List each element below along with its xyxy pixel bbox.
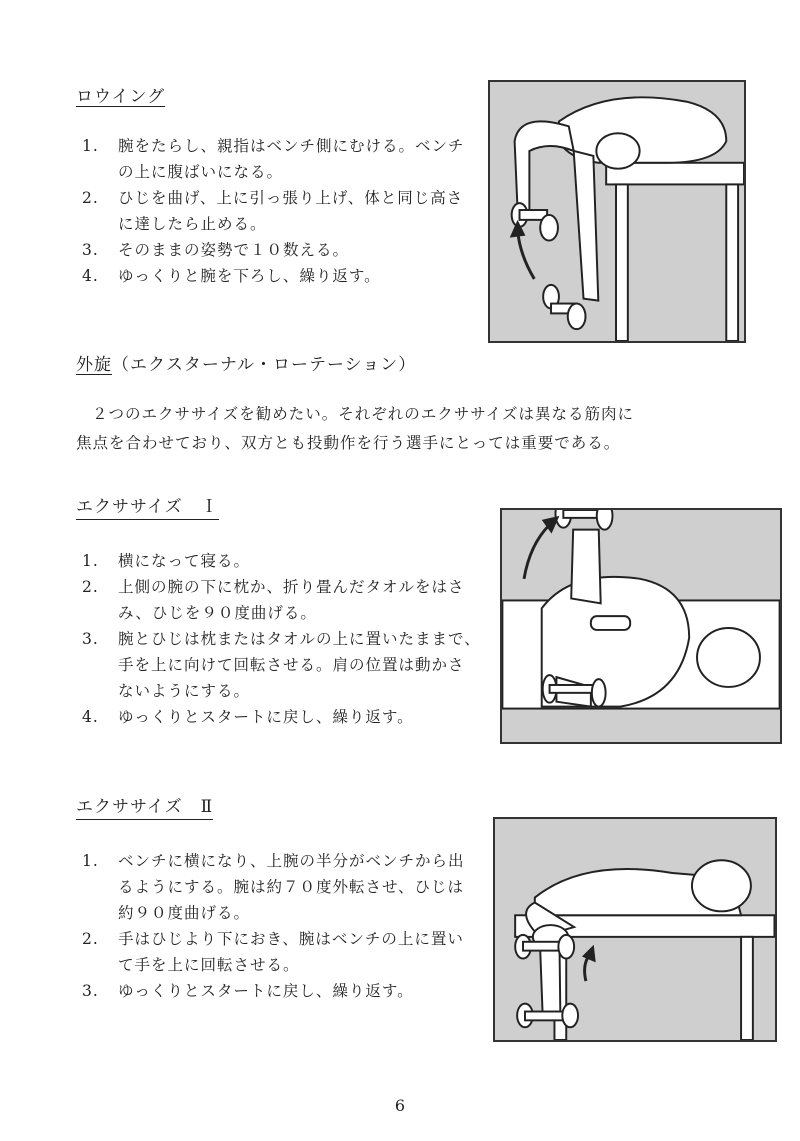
- exercise1-title: エクササイズ Ｉ: [76, 492, 219, 517]
- rowing-figure-drawing: [490, 82, 744, 341]
- external-rotation-paragraph: ２つのエクササイズを勧めたい。それぞれのエクササイズは異なる筋肉に 焦点を合わせており、双方とも投動作を行う選手にとっては重要である。: [76, 405, 635, 452]
- exercise2-title: エクササイズ Ⅱ: [76, 792, 213, 817]
- list-item: 1. 腕をたらし、親指はベンチ側にむける。ベンチ の上に腹ばいになる。: [82, 137, 465, 181]
- list-item: 3. そのままの姿勢で１０数える。: [82, 241, 350, 259]
- rowing-steps: [82, 133, 482, 289]
- rowing-illustration: [488, 80, 746, 343]
- page-number: 6: [394, 1096, 406, 1115]
- exercise2-figure-drawing: [495, 819, 775, 1040]
- exercise1-figure-drawing: [502, 510, 780, 742]
- list-item: 4. ゆっくりと腕を下ろし、繰り返す。: [82, 267, 381, 285]
- list-item: 1. ベンチに横になり、上腕の半分がベンチから出 るようにする。腕は約７０度外転させ、ひじは 約９０度曲げる。: [82, 852, 465, 922]
- exercise2-steps: [82, 848, 497, 1004]
- list-item: 2. 上側の腕の下に枕か、折り畳んだタオルをはさ み、ひじを９０度曲げる。: [82, 578, 465, 622]
- exercise1-steps: [82, 548, 502, 730]
- exercise2-illustration: [493, 817, 777, 1042]
- list-item: 2. 手はひじより下におき、腕はベンチの上に置い て手を上に回転させる。: [82, 930, 464, 974]
- list-item: 4. ゆっくりとスタートに戻し、繰り返す。: [82, 708, 414, 726]
- list-item: 1. 横になって寝る。: [82, 552, 251, 570]
- external-rotation-title: 外旋（エクスターナル・ローテーション）: [76, 355, 417, 375]
- rowing-title: ロウイング: [76, 87, 166, 107]
- exercise1-illustration: [500, 508, 782, 744]
- list-item: 2. ひじを曲げ、上に引っ張り上げ、体と同じ高さ に達したら止める。: [82, 189, 464, 233]
- list-item: 3. ゆっくりとスタートに戻し、繰り返す。: [82, 982, 414, 1000]
- list-item: 3. 腕とひじは枕またはタオルの上に置いたままで、 手を上に向けて回転させる。肩の位置は動かさ ないようにする。: [82, 630, 481, 700]
